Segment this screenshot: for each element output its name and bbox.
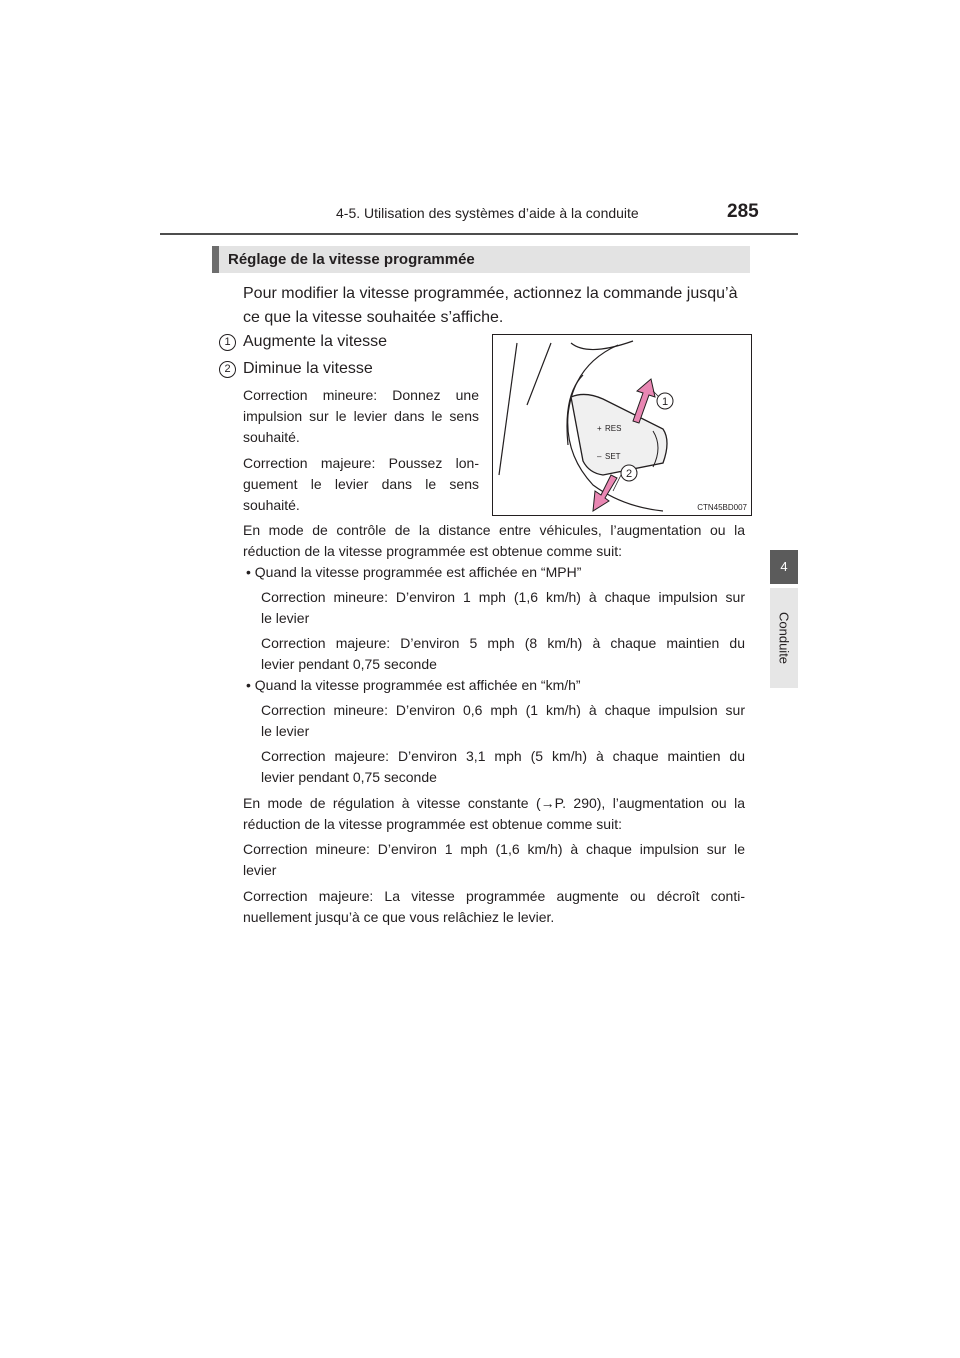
chapter-title: 4-5. Utilisation des systèmes d’aide à la conduite xyxy=(336,205,639,221)
callout-1-number: 1 xyxy=(661,396,669,408)
minor-correction-line-3: souhaité. xyxy=(243,429,300,445)
distance-intro-line-1: En mode de contrôle de la distance entre véhicules, l’augmentation ou la xyxy=(243,522,745,538)
kmh-major-line-2: levier pendant 0,75 seconde xyxy=(261,769,437,785)
chapter-tab-number: 4 xyxy=(770,550,798,584)
major-correction-line-2: guement le levier dans le sens xyxy=(243,476,479,492)
section-title: Réglage de la vitesse programmée xyxy=(228,251,475,268)
lever-minus-label: – xyxy=(597,452,602,461)
section-header xyxy=(212,246,750,273)
constant-minor-line-1: Correction mineure: D’environ 1 mph (1,6 km/h) à chaque impulsion sur le xyxy=(243,841,745,857)
page-number: 285 xyxy=(727,201,759,222)
constant-major-line-1: Correction majeure: La vitesse programmée augmente ou décroît conti- xyxy=(243,888,745,904)
mph-minor-line-2: le levier xyxy=(261,610,310,626)
constant-minor-line-2: levier xyxy=(243,862,277,878)
chapter-tab-text: Conduite xyxy=(776,611,792,665)
intro-line-1: Pour modifier la vitesse programmée, actionnez la commande jusqu’à xyxy=(243,285,738,302)
section-header-bar xyxy=(212,246,219,273)
lever-set-label: SET xyxy=(605,452,621,461)
constant-intro-line-1: En mode de régulation à vitesse constante (→P. 290), l’augmentation ou la xyxy=(243,795,745,811)
kmh-minor-line-2: le levier xyxy=(261,723,310,739)
distance-intro-line-2: réduction de la vitesse programmée est obtenue comme suit: xyxy=(243,543,622,559)
mph-minor-line-1: Correction mineure: D’environ 1 mph (1,6 km/h) à chaque impulsion sur xyxy=(261,589,745,605)
constant-intro-line-2: réduction de la vitesse programmée est obtenue comme suit: xyxy=(243,816,622,832)
callout-2-number: 2 xyxy=(625,468,633,480)
lever-res-label: RES xyxy=(605,424,622,433)
major-correction-line-1: Correction majeure: Poussez lon- xyxy=(243,455,479,471)
item-label-1: Augmente la vitesse xyxy=(243,333,388,350)
lever-drawing xyxy=(493,335,751,515)
major-correction-line-3: souhaité. xyxy=(243,497,300,513)
mph-bullet: • Quand la vitesse programmée est affichée en “MPH” xyxy=(246,564,582,580)
item-marker-2: 2 xyxy=(219,361,236,378)
intro-line-2: ce que la vitesse souhaitée s’affiche. xyxy=(243,309,504,326)
minor-correction-line-2: impulsion sur le levier dans le sens xyxy=(243,408,479,424)
lever-plus-label: + xyxy=(597,424,602,433)
mph-major-line-2: levier pendant 0,75 seconde xyxy=(261,656,437,672)
item-label-2: Diminue la vitesse xyxy=(243,360,373,377)
constant-major-line-2: nuellement jusqu’à ce que vous relâchiez le levier. xyxy=(243,909,555,925)
kmh-minor-line-1: Correction mineure: D’environ 0,6 mph (1 km/h) à chaque impulsion sur xyxy=(261,702,745,718)
item-marker-1: 1 xyxy=(219,334,236,351)
kmh-bullet: • Quand la vitesse programmée est affichée en “km/h” xyxy=(246,677,581,693)
kmh-major-line-1: Correction majeure: D’environ 3,1 mph (5 km/h) à chaque maintien du xyxy=(261,748,745,764)
minor-correction-line-1: Correction mineure: Donnez une xyxy=(243,387,479,403)
lever-illustration xyxy=(492,334,752,516)
figure-code: CTN45BD007 xyxy=(697,503,747,512)
header-divider xyxy=(160,233,798,235)
chapter-tab-label xyxy=(770,588,798,688)
mph-major-line-1: Correction majeure: D’environ 5 mph (8 km/h) à chaque maintien du xyxy=(261,635,745,651)
